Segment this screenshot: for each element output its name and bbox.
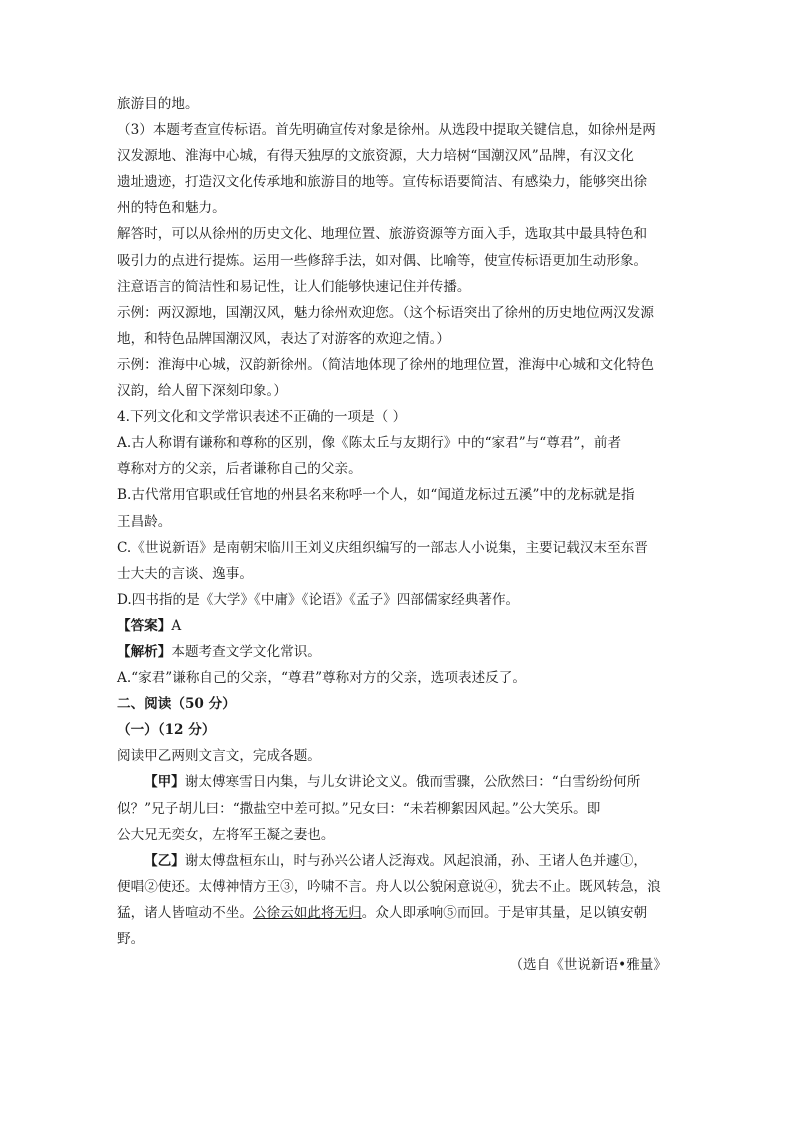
source-citation: （选自《世说新语•雅量》 — [509, 957, 667, 974]
text-line: 注意语言的简洁性和易记性，让人们能够快速记住并传播。 — [117, 278, 471, 295]
answer-line — [117, 613, 677, 639]
footnote-marker: ① — [619, 852, 634, 869]
option-b-line: 王昌龄。 — [117, 513, 172, 530]
analysis-option-a: A.“家君”谦称自己的父亲，“尊君”尊称对方的父亲，选项表述反了。 — [117, 670, 526, 687]
yi-text: 谢太傅盘桓东山，时与孙兴公诸人泛海戏。风起浪涌，孙、王诸人色并遽 — [184, 852, 620, 869]
option-d-line: D.四书指的是《大学》《中庸》《论语》《孟子》四部儒家经典著作。 — [117, 591, 520, 608]
yi-text: ，吟啸不言。舟人以公貌闲意说 — [293, 878, 485, 895]
yi-text: 便唱 — [117, 878, 145, 895]
text-line: 解答时，可以从徐州的历史文化、地理位置、旅游资源等方面入手，选取其中最具特色和 — [117, 226, 648, 243]
yi-line: 【乙】谢太傅盘桓东山，时与孙兴公诸人泛海戏。风起浪涌，孙、王诸人色并遽①， — [144, 852, 647, 869]
text-line: （3）本题考查宣传标语。首先明确宣传对象是徐州。从选段中提取关键信息，如徐州是两 — [117, 122, 656, 139]
footnote-marker: ④ — [484, 878, 498, 895]
analysis-text: 本题考查文学文化常识。 — [171, 643, 321, 660]
yi-line: 野。 — [117, 931, 145, 947]
option-c-line: C.《世说新语》是南朝宋临川王刘义庆组织编写的一部志人小说集，主要记载汉末至东晋 — [117, 539, 648, 556]
text-line: 地，和特色品牌国潮汉风，表达了对游客的欢迎之情。） — [117, 330, 451, 347]
option-a-line: 尊称对方的父亲，后者谦称自己的父亲。 — [117, 461, 362, 478]
yi-line — [117, 874, 677, 900]
yi-label: 【乙】 — [144, 852, 185, 869]
jia-text: 谢太傅寒雪日内集，与儿女讲论文义。俄而雪骤，公欣然曰：“白雪纷纷何所 — [184, 774, 641, 791]
text-line: 汉韵，给人留下深刻印象。） — [117, 383, 287, 400]
text-line: 州的特色和魅力。 — [117, 200, 226, 217]
underlined-sentence: 公徐云如此将无归 — [252, 904, 362, 921]
jia-line: 公大兄无奕女，左将军王凝之妻也。 — [117, 826, 335, 843]
option-a-line: A.古人称谓有谦称和尊称的区别，像《陈太丘与友期行》中的“家君”与“尊君”，前者 — [117, 435, 622, 452]
yi-text: 猛，诸人皆喧动不坐。 — [117, 904, 253, 921]
section-title: 二、阅读（50 分） — [117, 696, 236, 713]
text-line: 遗址遗迹，打造汉文化传承地和旅游目的地等。宣传标语要简洁、有感染力，能够突出徐 — [117, 174, 648, 191]
yi-text: 而回。于是审其量，足以镇安朝 — [456, 904, 648, 921]
answer-label: 【答案】 — [117, 617, 172, 634]
text-line: 旅游目的地。 — [117, 96, 199, 112]
document-page — [117, 91, 677, 978]
yi-text: 使还。太傅神情方王 — [157, 878, 281, 895]
text-line: 汉发源地、淮海中心城，有得天独厚的文旅资源，大力培树“国潮汉风”品牌，有汉文化 — [117, 148, 634, 165]
jia-line — [117, 769, 677, 795]
analysis-line — [117, 639, 677, 665]
text-line: 示例：两汉源地，国潮汉风，魅力徐州欢迎您。（这个标语突出了徐州的历史地位两汉发源 — [117, 304, 654, 321]
footnote-marker: ⑤ — [443, 904, 457, 921]
yi-text: ，犹去不止。既风转急，浪 — [497, 878, 661, 895]
yi-text: 。众人即承响 — [361, 904, 444, 921]
footnote-marker: ② — [144, 878, 158, 895]
text-line: 吸引力的点进行提炼。运用一些修辞手法，如对偶、比喻等，使宣传标语更加生动形象。 — [117, 252, 648, 269]
question-4-stem: 4.下列文化和文学常识表述不正确的一项是（ ） — [117, 409, 407, 426]
text-line: 示例：淮海中心城，汉韵新徐州。（简洁地体现了徐州的地理位置，淮海中心城和文化特色 — [117, 356, 654, 373]
subsection-title: （一）（12 分） — [117, 722, 216, 739]
option-b-line: B.古代常用官职或任官地的州县名来称呼一个人，如“闻道龙标过五溪”中的龙标就是指 — [117, 487, 635, 504]
reading-instruction: 阅读甲乙两则文言文，完成各题。 — [117, 748, 321, 765]
option-c-line: 士大夫的言谈、逸事。 — [117, 565, 253, 582]
footnote-marker: ③ — [280, 878, 294, 895]
analysis-label: 【解析】 — [117, 643, 172, 660]
yi-line — [117, 900, 677, 926]
jia-label: 【甲】 — [144, 774, 185, 791]
answer-value: A — [171, 617, 182, 634]
jia-line: 似？”兄子胡儿曰：“撒盐空中差可拟。”兄女曰：“未若柳絮因风起。”公大笑乐。即 — [117, 800, 601, 817]
